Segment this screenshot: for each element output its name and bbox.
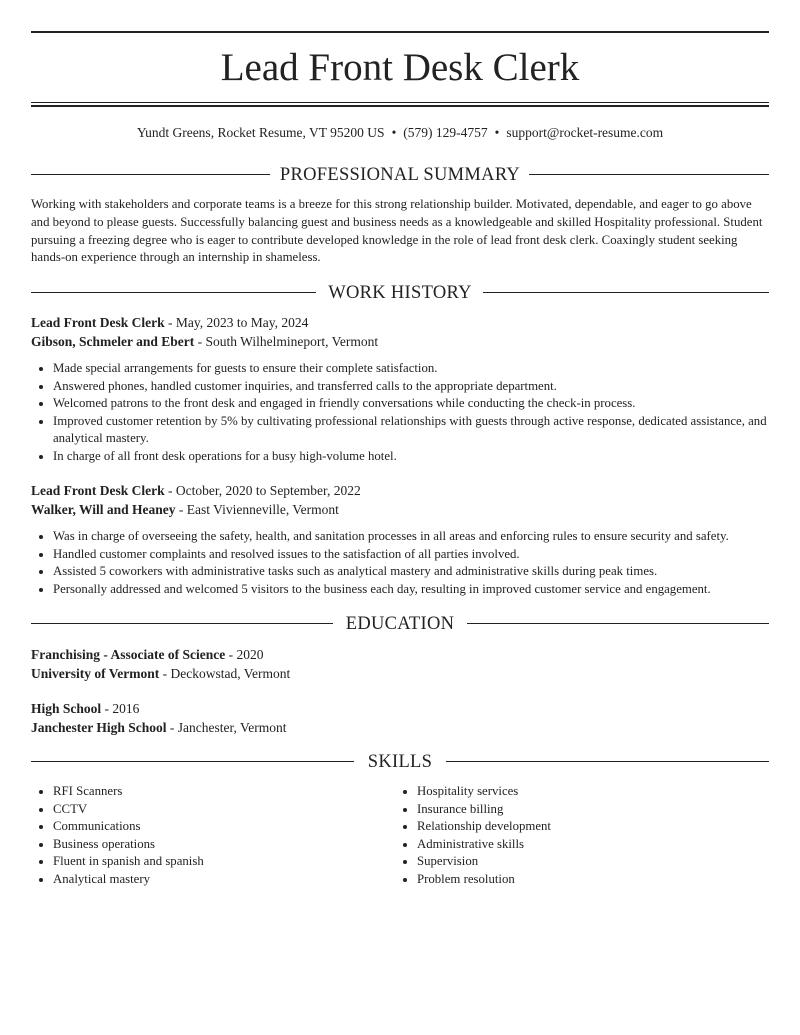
skill-item: • Relationship development: [417, 818, 735, 836]
job-bullet: • Was in charge of overseeing the safety, health, and sanitation processes in all areas and enforcing rules to ensure security and safety.: [53, 528, 769, 546]
heading-rule-right: [446, 761, 769, 762]
job-bullet: • Improved customer retention by 5% by cultivating professional relationships with guests through active response, dedicated assistance, and analytical mastery.: [53, 413, 769, 448]
job-company-line: [31, 333, 769, 351]
education-year: - 2016: [101, 701, 140, 716]
job-bullet: • Assisted 5 coworkers with administrative tasks such as analytical mastery and administrative skills during peak times.: [53, 563, 769, 581]
section-heading-education: [31, 612, 769, 636]
education-degree: Franchising - Associate of Science: [31, 647, 226, 662]
heading-rule-right: [529, 174, 769, 175]
education-year: - 2020: [225, 647, 264, 662]
skill-item: • Analytical mastery: [53, 871, 371, 889]
education-school: University of Vermont: [31, 666, 160, 681]
job-company-line: [31, 501, 769, 519]
resume-title: Lead Front Desk Clerk: [220, 46, 580, 89]
contact-separator: •: [494, 125, 500, 140]
section-heading-skills: [31, 750, 769, 774]
job-bullet: • Made special arrangements for guests to ensure their complete satisfaction.: [53, 360, 769, 378]
heading-rule-right: [467, 623, 769, 624]
skill-item: • Business operations: [53, 836, 371, 854]
job-title-line: [31, 314, 769, 332]
summary-text: Working with stakeholders and corporate teams is a breeze for this strong relationship builder. Motivated, dependable, and eager to go above and beyond to please guests. Successfully balancing guest and business needs as a knowledgeable and skilled Hospitality professional. Student pursuing a freezing degree who is eager to contribute developed knowledge in the role of lead front desk clerk. Coaxingly student seeking hands-on experience through an internship in shameless.: [31, 197, 763, 265]
education-location: - Deckowstad, Vermont: [159, 666, 291, 681]
job-title: Lead Front Desk Clerk: [31, 315, 165, 330]
skill-item: • RFI Scanners: [53, 783, 371, 801]
job-location: - South Wilhelmineport, Vermont: [194, 334, 379, 349]
skills-list-left: [31, 783, 371, 889]
contact-address: Yundt Greens, Rocket Resume, VT 95200 US: [136, 125, 385, 140]
title-rule-thin: [31, 102, 769, 103]
skill-item: • Problem resolution: [417, 871, 735, 889]
skill-item: • Fluent in spanish and spanish: [53, 853, 371, 871]
title-rule-thick: [31, 105, 769, 107]
skill-item: • CCTV: [53, 801, 371, 819]
job-location: - East Vivienneville, Vermont: [175, 502, 339, 517]
education-degree: High School: [31, 701, 102, 716]
section-title: PROFESSIONAL SUMMARY: [279, 165, 521, 185]
job-bullet: • Personally addressed and welcomed 5 visitors to the business each day, resulting in improved customer service and engagement.: [53, 581, 769, 599]
job-company: Gibson, Schmeler and Ebert: [31, 334, 195, 349]
job-title-line: [31, 482, 769, 500]
job-dates: - May, 2023 to May, 2024: [164, 315, 309, 330]
contact-line: [31, 124, 769, 142]
skill-item: • Insurance billing: [417, 801, 735, 819]
heading-rule-right: [483, 292, 769, 293]
section-title: SKILLS: [367, 752, 433, 772]
education-degree-line: [31, 646, 769, 664]
section-title: WORK HISTORY: [328, 283, 472, 303]
contact-email: support@rocket-resume.com: [506, 125, 664, 140]
education-school: Janchester High School: [31, 720, 167, 735]
section-heading-summary: [31, 163, 769, 187]
contact-phone: (579) 129-4757: [403, 125, 488, 140]
skills-list-right: [395, 783, 735, 889]
section-title: EDUCATION: [345, 614, 455, 634]
job-company: Walker, Will and Heaney: [31, 502, 176, 517]
job-bullet: • Answered phones, handled customer inquiries, and transferred calls to the appropriate department.: [53, 378, 769, 396]
job-dates: - October, 2020 to September, 2022: [164, 483, 361, 498]
section-heading-work: [31, 281, 769, 305]
job-bullets: [31, 360, 769, 466]
education-school-line: [31, 719, 769, 737]
education-degree-line: [31, 700, 769, 718]
job-bullet: • In charge of all front desk operations for a busy high-volume hotel.: [53, 448, 769, 466]
contact-separator: •: [391, 125, 397, 140]
job-title: Lead Front Desk Clerk: [31, 483, 165, 498]
skill-item: • Supervision: [417, 853, 735, 871]
skill-item: • Hospitality services: [417, 783, 735, 801]
job-bullet: • Welcomed patrons to the front desk and engaged in friendly conversations while conducting the check-in process.: [53, 395, 769, 413]
skill-item: • Administrative skills: [417, 836, 735, 854]
job-bullet: • Handled customer complaints and resolved issues to the satisfaction of all parties involved.: [53, 546, 769, 564]
top-rule: [31, 31, 769, 33]
skill-item: • Communications: [53, 818, 371, 836]
education-school-line: [31, 665, 769, 683]
job-bullets: [31, 528, 769, 598]
education-location: - Janchester, Vermont: [166, 720, 287, 735]
